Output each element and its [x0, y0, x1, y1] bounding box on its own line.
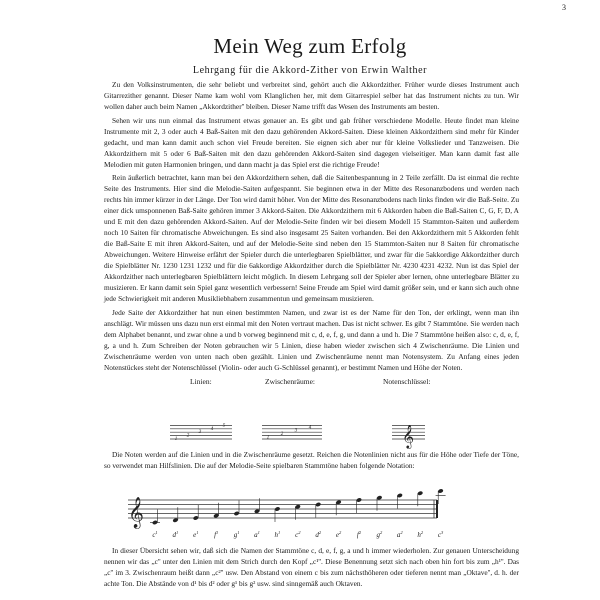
clef-label: Notenschlüssel: [383, 376, 431, 386]
note-label: $g^2$ [376, 530, 383, 540]
staff-examples [0, 377, 600, 449]
line-number: 1 [174, 436, 178, 442]
note [397, 493, 403, 509]
note [336, 500, 342, 516]
note-label: $e^1$ [193, 530, 199, 540]
spaces-staff [262, 425, 322, 440]
note-label: $a^1$ [254, 530, 260, 540]
note-octave: 1 [176, 530, 179, 536]
note-octave: 2 [420, 530, 424, 536]
note [376, 495, 382, 511]
intro-text [104, 79, 519, 373]
notation-drawing [0, 473, 600, 545]
note-label: $f^2$ [356, 530, 362, 540]
notation-figure [0, 473, 600, 545]
note-octave: 2 [298, 530, 301, 536]
note [356, 498, 362, 514]
treble-clef-icon: 𝄞 [128, 497, 144, 528]
paragraph: Rein äußerlich betrachtet, kann man bei den Akkordzithern sehen, daß die Saitenbespannung in 2 Teile zerfällt. Da ist einmal die rechte Seite des Instruments. Hier sind die Melodie-Saiten aufgespannt. Sie beginnen etwa in der Mitte des Resonanzbodens und werden nach rechts hin immer kürzer in der Länge. Der Ton wird damit höher. Von der Mitte des Resonanzbodens nach links finden wir die Baß-Seite. Zu einer dick umsponnenen Baß-Saite gehören immer 3 Akkord-Saiten. Die Akkordzithern mit 6 Akkorden haben die Baß-Saiten C, G, F, D, A und E mit den dazu gehörenden Akkord-Saiten. Auf der Melodie-Seite finden wir bei diesem Modell 15 Stammton-Saiten und außerdem noch 10 Saiten für chromatische Abweichungen. Es sind also insgesamt 25 Saiten vorhanden. Bei den Akkordzithern mit 5 Akkorden fehlt die Baß-Saite E mit ihren Akkord-Saiten, und auf der Melodie-Seite sind neben den 15 Stammton-Saiten nur 8 Saiten für chromatische Abweichungen. Weitere Hinweise erfährt der Spieler durch die unterlegbaren Spielblätter, und zwar für die 5akkordige Akkordzither durch die Spielblätter Nr. 1230 1231 1232 und für die 6akkordige Akkordzither durch die Spielblätter Nr. 4230 4231 4232. Nun ist das Spiel der Akkordzither nach unterlegbaren Spielblättern leicht möglich. In diesem Lehrgang soll der Spieler aber lernen, ohne unterlegbare Blätter zu musizieren. Er kann damit sein Spiel ganz wesentlich verbessern! Seine Freude am Spiel wird damit größer sein, und er kann sich auch ohne jede Schwierigkeit mit anderen Musikliebhabern zusammentun und gemeinsam musizieren. [104, 173, 519, 304]
note-label: $a^2$ [396, 530, 403, 540]
note-label: $h^1$ [274, 530, 281, 540]
note [254, 499, 260, 515]
page-title: Mein Weg zum Erfolg [213, 34, 407, 58]
note-octave: 1 [237, 530, 240, 536]
note-label: $h^2$ [417, 530, 424, 540]
note [172, 508, 178, 524]
note-octave: 2 [380, 530, 383, 536]
bottom-text [104, 545, 519, 589]
note-octave: 1 [278, 530, 281, 536]
note-label: $d^1$ [172, 530, 179, 540]
line-number: 4 [210, 426, 214, 432]
clef-staff [392, 425, 425, 449]
space-number: 3 [294, 428, 298, 434]
note-octave: 1 [257, 530, 260, 536]
note-octave: 3 [441, 530, 444, 536]
space-number: 4 [308, 425, 312, 431]
note-label: $f^1$ [214, 530, 219, 540]
notation-staff [128, 489, 446, 530]
note-label: $c^3$ [437, 530, 444, 540]
note [315, 502, 321, 518]
note-octave: 2 [400, 530, 403, 536]
note-octave: 2 [358, 530, 362, 536]
spaces-label: Zwischenräume: [265, 376, 315, 386]
paragraph: Sehen wir uns nun einmal das Instrument etwas genauer an. Es gibt und gab früher verschiedene Modelle. Heute findet man kleine Instrumente mit 2, 3 oder auch 4 Baß-Saiten mit den dazu gehörenden Akkord-Saiten. Diese kleinen Akkordzithern sind mehr für Kinder gedacht, und man kann damit auch schon viel Freude bereiten. Sie eignen sich aber nur für kleine Volkslieder und Tanzweisen. Die Akkordzithern mit 5 oder 6 Baß-Saiten mit den dazu gehörenden Akkord-Saiten sind dagegen vielseitiger. Man kann damit fast alle Melodien mit guten Harmonien bringen, und dann macht ja das Spiel erst die richtige Freude! [104, 115, 519, 169]
note-label: $d^2$ [315, 530, 322, 540]
paragraph: Jede Saite der Akkordzither hat nun einen bestimmten Namen, und zwar ist es der Name für den Ton, der erklingt, wenn man ihn anschlägt. Wir müssen uns dazu nun erst einmal mit den Noten vertraut machen. Das ist nicht schwer. Es gibt 7 Stammtöne. Sie werden nach dem Alphabet benannt, und zwar ohne a und b vorweg beginnend mit c, d, e, f, g, und dann a und h. Die 7 Stammtöne heißen also: c, d, e, f, g, a und h. Zum Schreiben der Noten gebrauchen wir 5 Linien, diese haben wieder zwischen sich 4 Zwischenräume. Die Linien und Zwischenräume werden von unten nach oben gezählt. Linien und Zwischenräume nennt man Notensystem. Zu Anfang eines jeden Notenstückes steht der Notenschlüssel (Violin- oder auch G-Schlüssel genannt), er bestimmt Namen und Höhe der Noten. [104, 307, 519, 372]
paragraph: Die Noten werden auf die Linien und in die Zwischenräume gesetzt. Reichen die Notenlinien nicht aus für die Höhe oder Tiefe der Töne, so verwendet man Hilfslinien. Die auf der Melodie-Seite spielbaren Stammtöne haben folgende Notation: [104, 449, 519, 470]
note-octave: 2 [318, 530, 322, 536]
note-octave: 1 [216, 530, 219, 536]
lines-label: Linien: [190, 376, 212, 386]
treble-clef-icon: 𝄞 [402, 425, 414, 448]
note [213, 503, 219, 519]
note-octave: 1 [196, 530, 199, 536]
paragraph: In dieser Übersicht sehen wir, daß sich die Namen der Stammtöne c, d, e, f, g, a und h immer wiederholen. Zur genauen Unterscheidung nennen wir das „c'' unter den Linien mit dem Strich durch den Kopf „c¹''. Diese Benennung setzt sich nach oben hin fort bis zum „h¹''. Das „c'' im 3. Zwischenraum heißt dann „c²'' usw. Den Abstand von einem c bis zum nächsthöheren oder tieferen nennt man „Oktave'', d. h. der achte Ton. Die Abstände von d¹ bis d² oder g¹ bis g² usw. sind sinngemäß auch Oktaven. [104, 546, 519, 589]
note-label: $c^2$ [295, 530, 301, 540]
note-octave: 1 [155, 530, 158, 536]
note [193, 505, 199, 521]
note [234, 501, 240, 517]
note-label: $e^2$ [335, 530, 342, 540]
staff-examples-drawing [0, 377, 600, 449]
note [150, 510, 160, 526]
paragraph: Zu den Volksinstrumenten, die sehr beliebt und verbreitet sind, gehört auch die Akkordzither. Früher wurde dieses Instrument auch Gitarrezither genannt. Dieser Name kam wohl vom Klanglichen her, mit dem Gitarrespiel selber hat das Instrument nichts zu tun. Wir wollen daher auch beim Namen „Akkordzither'' bleiben. Dieser Name trifft das Wesen des Instruments am besten. [104, 80, 519, 111]
page-subtitle: Lehrgang für die Akkord-Zither von Erwin Walther [192, 65, 428, 76]
line-number: 5 [222, 423, 226, 429]
space-number: 1 [266, 435, 270, 441]
page-number: 3 [562, 3, 566, 12]
line-number: 2 [186, 433, 190, 439]
space-number: 2 [280, 431, 284, 437]
note-label: $g^1$ [233, 530, 240, 540]
note-label: $c^1$ [152, 530, 158, 540]
middle-text [104, 449, 519, 471]
lines-staff [170, 423, 232, 442]
line-number: 3 [198, 429, 202, 435]
note [274, 507, 280, 523]
note-octave: 2 [339, 530, 342, 536]
note [295, 504, 301, 520]
note [417, 491, 423, 507]
